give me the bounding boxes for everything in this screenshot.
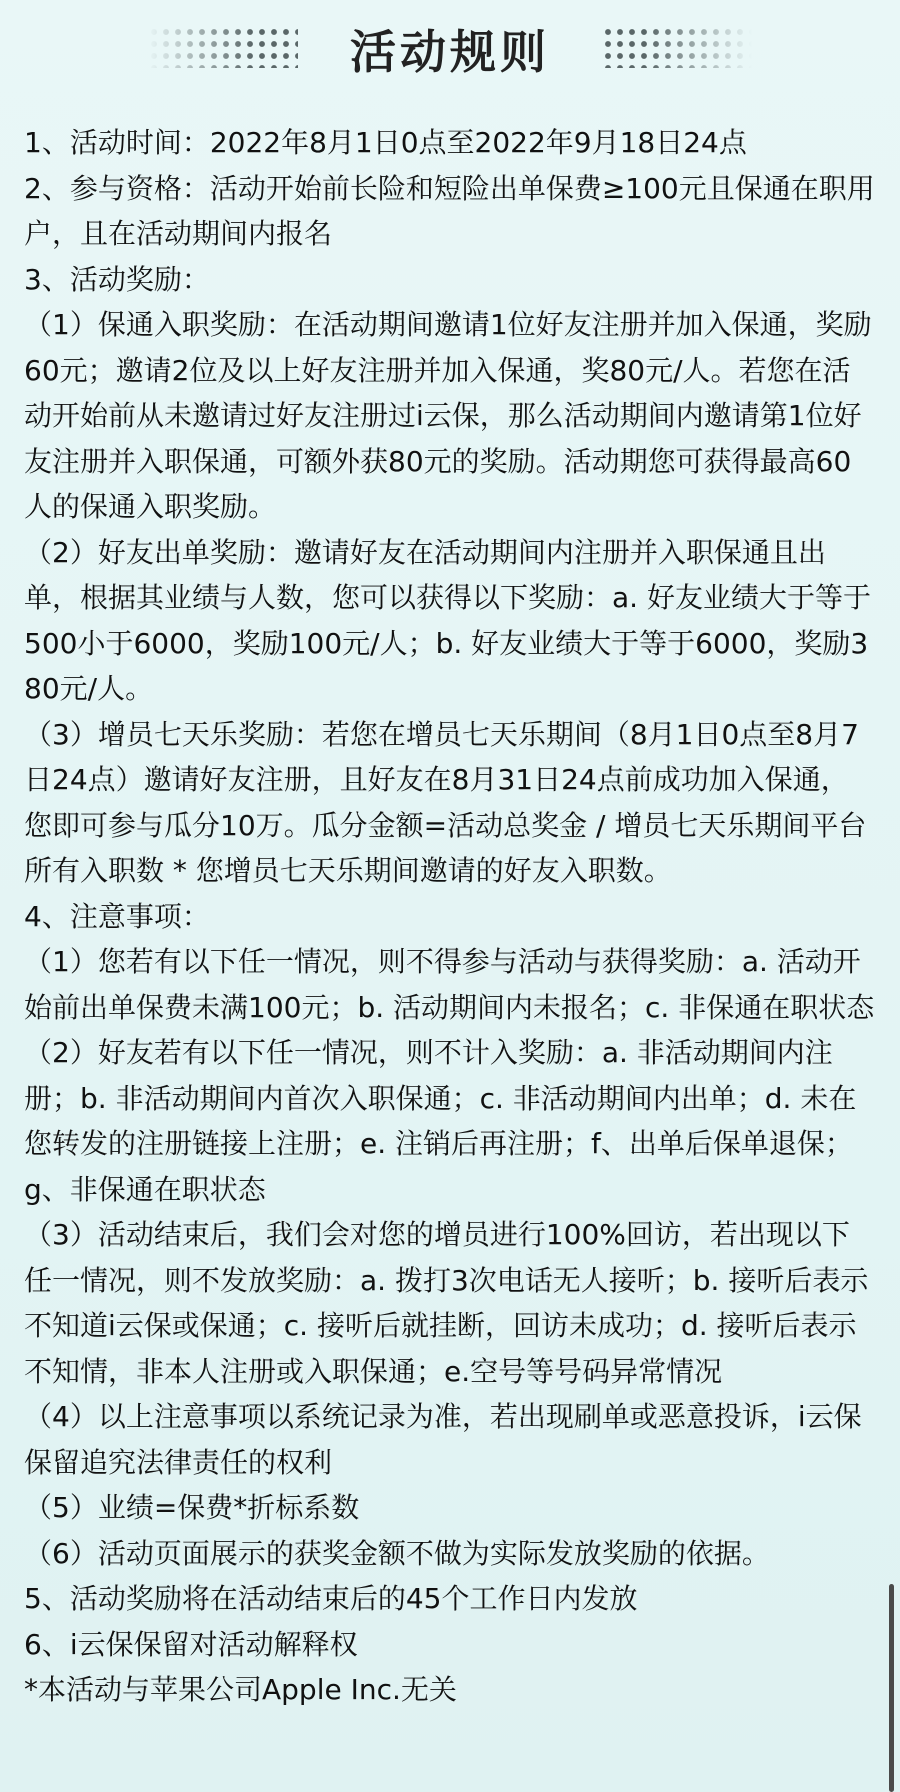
page-title: 活动规则 — [350, 25, 550, 79]
rule-apple-disclaimer: *本活动与苹果公司Apple Inc.无关 — [24, 1673, 457, 1706]
rules-content — [24, 120, 876, 1713]
rules-header — [0, 0, 900, 100]
rule-reward-seven-days: （3）增员七天乐奖励：若您在增员七天乐期间（8月1日0点至8月7日24点）邀请好友注册，且好友在8月31日24点前成功加入保通，您即可参与瓜分10万。瓜分金额=活动总奖金 / 增员七天乐期间平台所有入职数 * 您增员七天乐期间邀请的好友入职数。 — [24, 717, 867, 887]
rule-reward-friend-order: （2）好友出单奖励：邀请好友在活动期间内注册并入职保通且出单，根据其业绩与人数，您可以获得以下奖励：a. 好友业绩大于等于500小于6000，奖励100元/人；b. 好友业绩大于等于6000，奖励380元/人。 — [24, 535, 871, 705]
rule-interpretation-right: 6、i云保保留对活动解释权 — [24, 1627, 358, 1661]
rule-note-5: （5）业绩=保费*折标系数 — [24, 1491, 360, 1524]
rule-note-1: （1）您若有以下任一情况，则不得参与活动与获得奖励：a. 活动开始前出单保费未满100元；b. 活动期间内未报名；c. 非保通在职状态 — [24, 945, 875, 1024]
rule-activity-time: 1、活动时间：2022年8月1日0点至2022年9月18日24点 — [24, 126, 747, 159]
rule-note-2: （2）好友若有以下任一情况，则不计入奖励：a. 非活动期间内注册；b. 非活动期间内首次入职保通；c. 非活动期间内出单；d. 未在您转发的注册链接上注册；e. 注销后再注册；f、出单后保单退保；g、非保通在职状态 — [24, 1036, 857, 1206]
rule-notes-heading: 4、注意事项： — [24, 899, 210, 933]
rule-note-3: （3）活动结束后，我们会对您的增员进行100%回访，若出现以下任一情况，则不发放奖励：a. 拨打3次电话无人接听；b. 接听后表示不知道i云保或保通；c. 接听后就挂断，回访未成功；d. 接听后表示不知情，非本人注册或入职保通；e.空号等号码异常情况 — [24, 1218, 869, 1388]
rule-eligibility: 2、参与资格：活动开始前长险和短险出单保费≥100元且保通在职用户，且在活动期间内报名 — [24, 171, 875, 250]
scrollbar-thumb[interactable] — [889, 1584, 894, 1792]
rule-rewards-heading: 3、活动奖励： — [24, 262, 210, 296]
rule-payout-time: 5、活动奖励将在活动结束后的45个工作日内发放 — [24, 1582, 638, 1615]
decorative-dots-right — [602, 26, 752, 68]
rule-note-6: （6）活动页面展示的获奖金额不做为实际发放奖励的依据。 — [24, 1536, 770, 1570]
rule-note-4: （4）以上注意事项以系统记录为准，若出现刷单或恶意投诉，i云保保留追究法律责任的权利 — [24, 1400, 862, 1479]
rule-reward-onboarding: （1）保通入职奖励：在活动期间邀请1位好友注册并加入保通，奖励60元；邀请2位及以上好友注册并加入保通，奖80元/人。若您在活动开始前从未邀请过好友注册过i云保，那么活动期间内邀请第1位好友注册并入职保通，可额外获80元的奖励。活动期您可获得最高60人的保通入职奖励。 — [24, 308, 872, 523]
